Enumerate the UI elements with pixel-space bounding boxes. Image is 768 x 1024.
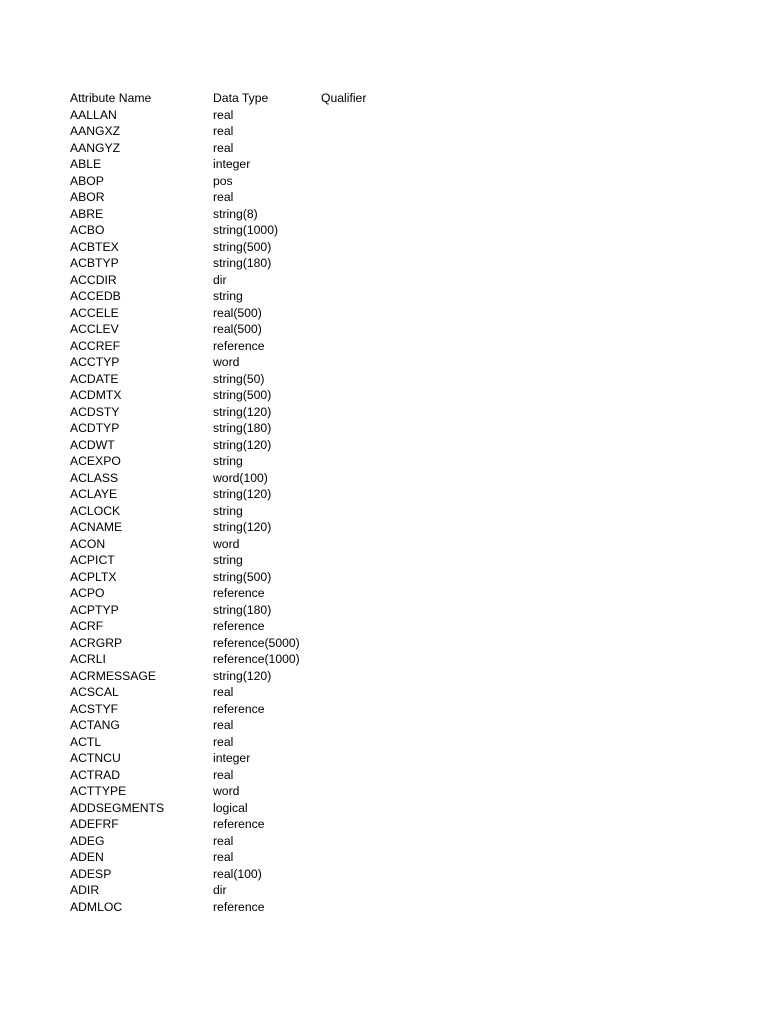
cell-attribute-name: ACPO	[70, 586, 105, 600]
table-row	[70, 156, 470, 173]
table-row	[70, 255, 470, 272]
cell-data-type: real	[213, 124, 234, 138]
cell-attribute-name: ADEFRF	[70, 817, 119, 831]
cell-attribute-name: ACRMESSAGE	[70, 668, 157, 683]
cell-qualifier	[321, 882, 441, 899]
cell-attribute-name: ACDWT	[70, 437, 115, 452]
table-row	[70, 717, 470, 734]
cell-qualifier	[321, 288, 441, 305]
table-row	[70, 684, 470, 701]
cell-attribute-name: ACRF	[70, 619, 104, 633]
table-row	[70, 800, 470, 817]
cell-data-type: reference(1000)	[213, 652, 300, 666]
cell-data-type: integer	[213, 751, 251, 765]
table-row	[70, 453, 470, 470]
cell-attribute-name: ACTRAD	[70, 767, 121, 782]
table-row	[70, 420, 470, 437]
cell-data-type: string(1000)	[213, 223, 279, 237]
cell-data-type: string	[213, 503, 243, 518]
cell-qualifier	[321, 783, 441, 800]
table-row	[70, 783, 470, 800]
cell-attribute-name: AANGYZ	[70, 140, 121, 155]
cell-qualifier	[321, 140, 441, 157]
cell-attribute-name: ACBO	[70, 223, 105, 237]
cell-data-type: real	[213, 140, 234, 155]
cell-data-type: real	[213, 734, 234, 749]
cell-attribute-name: ACRGRP	[70, 635, 123, 650]
cell-attribute-name: ACCDIR	[70, 272, 117, 287]
cell-data-type: reference	[213, 899, 265, 914]
table-row	[70, 816, 470, 833]
table-row	[70, 239, 470, 256]
cell-attribute-name: ABOP	[70, 173, 104, 188]
table-row	[70, 437, 470, 454]
cell-qualifier	[321, 701, 441, 718]
cell-data-type: reference	[213, 701, 265, 716]
cell-attribute-name: ACTANG	[70, 718, 120, 732]
cell-attribute-name: ADMLOC	[70, 899, 123, 914]
cell-qualifier	[321, 767, 441, 784]
cell-data-type: dir	[213, 272, 227, 287]
cell-qualifier	[321, 239, 441, 256]
cell-attribute-name: ACDSTY	[70, 404, 120, 419]
cell-data-type: reference	[213, 817, 265, 831]
attribute-table	[70, 90, 470, 915]
cell-qualifier	[321, 552, 441, 569]
cell-qualifier	[321, 420, 441, 437]
table-row	[70, 519, 470, 536]
cell-data-type: real	[213, 833, 234, 848]
cell-data-type: logical	[213, 800, 248, 815]
cell-data-type: dir	[213, 883, 227, 897]
table-row	[70, 206, 470, 223]
cell-qualifier	[321, 585, 441, 602]
cell-qualifier	[321, 123, 441, 140]
cell-qualifier	[321, 305, 441, 322]
table-row	[70, 404, 470, 421]
cell-data-type: string(8)	[213, 206, 258, 221]
cell-data-type: real(500)	[213, 305, 262, 320]
cell-attribute-name: ACTTYPE	[70, 784, 127, 798]
cell-qualifier	[321, 668, 441, 685]
cell-data-type: string	[213, 454, 243, 468]
cell-data-type: real	[213, 767, 234, 782]
cell-qualifier	[321, 651, 441, 668]
cell-attribute-name: ACLASS	[70, 470, 119, 485]
cell-qualifier	[321, 602, 441, 619]
cell-attribute-name: ABOR	[70, 190, 105, 204]
cell-qualifier	[321, 404, 441, 421]
cell-qualifier	[321, 156, 441, 173]
cell-data-type: integer	[213, 157, 251, 171]
table-row	[70, 585, 470, 602]
cell-qualifier	[321, 107, 441, 124]
cell-data-type: real	[213, 718, 234, 732]
cell-qualifier	[321, 519, 441, 536]
header-attribute-name: Attribute Name	[70, 91, 152, 105]
cell-attribute-name: ACBTYP	[70, 256, 119, 270]
cell-attribute-name: ADESP	[70, 866, 112, 881]
table-row	[70, 140, 470, 157]
cell-qualifier	[321, 371, 441, 388]
cell-qualifier	[321, 536, 441, 553]
cell-qualifier	[321, 437, 441, 454]
cell-qualifier	[321, 618, 441, 635]
cell-attribute-name: ACCTYP	[70, 355, 120, 369]
table-row	[70, 602, 470, 619]
cell-data-type: pos	[213, 173, 233, 188]
table-row	[70, 668, 470, 685]
cell-data-type: string(500)	[213, 569, 272, 584]
table-body	[70, 107, 470, 916]
cell-qualifier	[321, 750, 441, 767]
cell-qualifier	[321, 486, 441, 503]
table-row	[70, 618, 470, 635]
cell-data-type: string(120)	[213, 437, 272, 452]
cell-qualifier	[321, 503, 441, 520]
table-row	[70, 338, 470, 355]
table-row	[70, 470, 470, 487]
table-row	[70, 569, 470, 586]
cell-data-type: word(100)	[213, 470, 268, 485]
cell-data-type: word	[213, 784, 240, 798]
cell-attribute-name: ACDTYP	[70, 421, 120, 435]
cell-qualifier	[321, 717, 441, 734]
cell-attribute-name: ADIR	[70, 883, 100, 897]
header-qualifier: Qualifier	[321, 91, 367, 105]
table-row	[70, 767, 470, 784]
cell-qualifier	[321, 321, 441, 338]
cell-attribute-name: ACLAYE	[70, 487, 118, 501]
cell-attribute-name: ACDMTX	[70, 388, 122, 402]
cell-data-type: string	[213, 553, 243, 567]
table-row	[70, 305, 470, 322]
cell-attribute-name: ACCELE	[70, 305, 119, 320]
cell-qualifier	[321, 635, 441, 652]
table-row	[70, 833, 470, 850]
header-data-type: Data Type	[213, 91, 269, 105]
table-row	[70, 866, 470, 883]
cell-data-type: word	[213, 355, 240, 369]
cell-qualifier	[321, 866, 441, 883]
cell-data-type: string(180)	[213, 602, 272, 617]
cell-data-type: string(50)	[213, 371, 265, 386]
cell-attribute-name: ACON	[70, 536, 106, 551]
cell-attribute-name: ADEG	[70, 833, 105, 848]
table-row	[70, 272, 470, 289]
table-row	[70, 536, 470, 553]
cell-attribute-name: ACCREF	[70, 338, 121, 353]
cell-attribute-name: ABLE	[70, 157, 102, 171]
cell-attribute-name: ACSTYF	[70, 701, 119, 716]
table-row	[70, 387, 470, 404]
cell-data-type: real	[213, 850, 234, 864]
cell-qualifier	[321, 816, 441, 833]
cell-attribute-name: ACPLTX	[70, 569, 117, 584]
table-row	[70, 173, 470, 190]
cell-qualifier	[321, 453, 441, 470]
cell-attribute-name: ADEN	[70, 850, 104, 864]
cell-qualifier	[321, 734, 441, 751]
cell-qualifier	[321, 189, 441, 206]
cell-data-type: string(120)	[213, 487, 272, 501]
table-row	[70, 651, 470, 668]
cell-qualifier	[321, 272, 441, 289]
cell-attribute-name: ACSCAL	[70, 685, 119, 699]
cell-qualifier	[321, 470, 441, 487]
cell-attribute-name: ACLOCK	[70, 503, 121, 518]
cell-attribute-name: AANGXZ	[70, 124, 121, 138]
cell-qualifier	[321, 899, 441, 916]
cell-attribute-name: ACRLI	[70, 652, 106, 666]
cell-qualifier	[321, 255, 441, 272]
cell-attribute-name: ACTNCU	[70, 751, 121, 765]
table-row	[70, 222, 470, 239]
cell-data-type: reference	[213, 338, 265, 353]
cell-data-type: string(120)	[213, 520, 272, 534]
cell-qualifier	[321, 387, 441, 404]
table-row	[70, 635, 470, 652]
table-row	[70, 123, 470, 140]
cell-attribute-name: ACPTYP	[70, 602, 119, 617]
cell-qualifier	[321, 222, 441, 239]
cell-qualifier	[321, 173, 441, 190]
table-row	[70, 371, 470, 388]
cell-data-type: string	[213, 289, 243, 303]
table-row	[70, 321, 470, 338]
table-row	[70, 288, 470, 305]
table-row	[70, 552, 470, 569]
cell-qualifier	[321, 206, 441, 223]
cell-attribute-name: ACDATE	[70, 371, 119, 386]
cell-data-type: reference	[213, 619, 265, 633]
cell-data-type: real(100)	[213, 866, 262, 881]
table-row	[70, 750, 470, 767]
cell-qualifier	[321, 800, 441, 817]
table-row	[70, 486, 470, 503]
cell-attribute-name: ACCEDB	[70, 289, 121, 303]
cell-data-type: string(120)	[213, 668, 272, 683]
table-header-row	[70, 90, 470, 107]
cell-attribute-name: ABRE	[70, 206, 104, 221]
table-row	[70, 107, 470, 124]
table-row	[70, 734, 470, 751]
cell-qualifier	[321, 849, 441, 866]
table-row	[70, 189, 470, 206]
cell-data-type: string(500)	[213, 239, 272, 254]
cell-qualifier	[321, 684, 441, 701]
cell-data-type: string(500)	[213, 388, 272, 402]
cell-qualifier	[321, 833, 441, 850]
table-row	[70, 849, 470, 866]
cell-data-type: string(180)	[213, 256, 272, 270]
cell-data-type: real(500)	[213, 322, 262, 336]
cell-data-type: real	[213, 107, 234, 122]
cell-data-type: reference(5000)	[213, 635, 300, 650]
table-row	[70, 899, 470, 916]
cell-attribute-name: ACBTEX	[70, 239, 119, 254]
table-row	[70, 354, 470, 371]
cell-qualifier	[321, 569, 441, 586]
cell-data-type: word	[213, 536, 240, 551]
cell-data-type: real	[213, 685, 234, 699]
cell-qualifier	[321, 354, 441, 371]
table-row	[70, 701, 470, 718]
cell-attribute-name: ACTL	[70, 734, 102, 749]
cell-attribute-name: ADDSEGMENTS	[70, 800, 165, 815]
table-row	[70, 503, 470, 520]
cell-attribute-name: ACNAME	[70, 520, 123, 534]
table-row	[70, 882, 470, 899]
cell-attribute-name: AALLAN	[70, 107, 117, 122]
cell-data-type: string(180)	[213, 421, 272, 435]
cell-attribute-name: ACCLEV	[70, 322, 119, 336]
cell-data-type: string(120)	[213, 404, 272, 419]
cell-attribute-name: ACEXPO	[70, 454, 121, 468]
cell-data-type: reference	[213, 586, 265, 600]
cell-qualifier	[321, 338, 441, 355]
cell-attribute-name: ACPICT	[70, 553, 115, 567]
cell-data-type: real	[213, 190, 234, 204]
